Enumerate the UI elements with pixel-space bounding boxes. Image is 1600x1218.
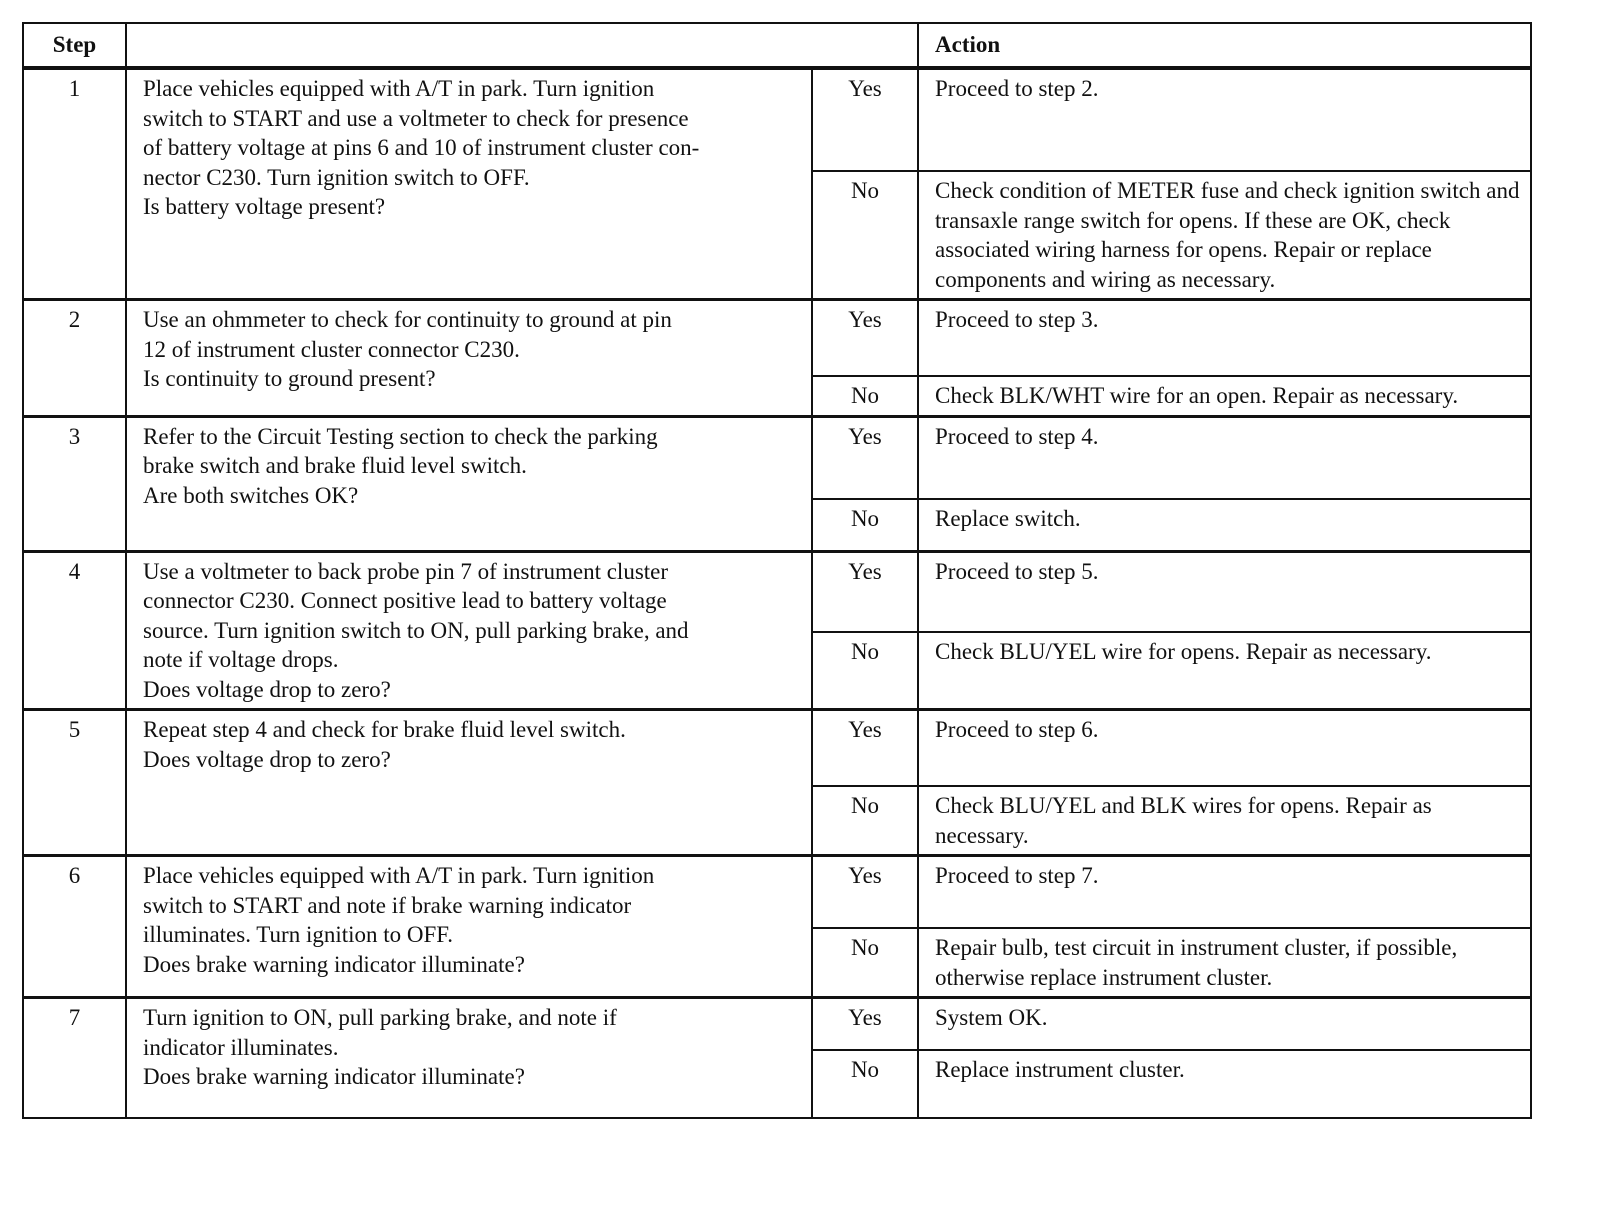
no-label: No: [812, 171, 918, 300]
step-description: [126, 998, 812, 1119]
no-label: No: [812, 376, 918, 416]
step-5-yes-row: [23, 710, 1531, 787]
description-line: note if voltage drops.: [143, 647, 339, 672]
yes-action: Proceed to step 3.: [918, 300, 1531, 377]
description-line: Place vehicles equipped with A/T in park. Turn ignition: [143, 863, 655, 888]
yes-label: Yes: [812, 856, 918, 929]
description-line: Does brake warning indicator illuminate?: [143, 951, 525, 977]
no-action: Replace switch.: [918, 499, 1531, 552]
no-label: No: [812, 786, 918, 856]
description-line: Use a voltmeter to back probe pin 7 of instrument cluster: [143, 558, 669, 584]
no-action: Check BLK/WHT wire for an open. Repair as necessary.: [918, 376, 1531, 416]
description-line: Turn ignition to ON, pull parking brake, and note if: [143, 1005, 617, 1030]
step-description: [126, 856, 812, 998]
description-line: Are both switches OK?: [143, 482, 359, 508]
description-line: Is continuity to ground present?: [143, 366, 436, 391]
yes-action: Proceed to step 7.: [918, 856, 1531, 929]
step-description: [126, 710, 812, 856]
step-number: 1: [23, 68, 126, 300]
no-label: No: [812, 632, 918, 710]
step-column-header: Step: [23, 23, 126, 68]
diagnostic-table: [22, 22, 1532, 1119]
step-2-yes-row: [23, 300, 1531, 377]
step-7-yes-row: [23, 998, 1531, 1051]
description-line: nector C230. Turn ignition switch to OFF.: [143, 164, 530, 190]
step-4-yes-row: [23, 551, 1531, 632]
description-line: source. Turn ignition switch to ON, pull parking brake, and: [143, 617, 689, 643]
yes-label: Yes: [812, 416, 918, 499]
step-6-yes-row: [23, 856, 1531, 929]
step-description: [126, 416, 812, 551]
step-number: 2: [23, 300, 126, 417]
yes-label: Yes: [812, 68, 918, 171]
description-line: switch to START and note if brake warning indicator: [143, 892, 632, 918]
step-description: [126, 300, 812, 417]
yes-label: Yes: [812, 710, 918, 787]
action-column-header: Action: [918, 23, 1531, 68]
step-1-yes-row: [23, 68, 1531, 171]
description-line: indicator illuminates.: [143, 1034, 339, 1060]
description-line: of battery voltage at pins 6 and 10 of instrument cluster con-: [143, 135, 700, 160]
description-line: Refer to the Circuit Testing section to check the parking: [143, 423, 658, 449]
description-line: brake switch and brake fluid level switch.: [143, 453, 527, 478]
yes-action: Proceed to step 2.: [918, 68, 1531, 171]
no-label: No: [812, 499, 918, 552]
header-row: [23, 23, 1531, 68]
yes-label: Yes: [812, 300, 918, 377]
description-line: Repeat step 4 and check for brake fluid level switch.: [143, 717, 626, 742]
no-action: Replace instrument cluster.: [918, 1050, 1531, 1118]
step-3-yes-row: [23, 416, 1531, 499]
yes-action: Proceed to step 4.: [918, 416, 1531, 499]
description-line: Does voltage drop to zero?: [143, 746, 391, 772]
yes-action: Proceed to step 5.: [918, 551, 1531, 632]
yes-label: Yes: [812, 551, 918, 632]
description-line: switch to START and use a voltmeter to check for presence: [143, 105, 689, 131]
no-action: Check BLU/YEL and BLK wires for opens. Repair as necessary.: [918, 786, 1531, 856]
description-line: Use an ohmmeter to check for continuity to ground at pin: [143, 307, 672, 332]
step-description: [126, 551, 812, 710]
step-number: 7: [23, 998, 126, 1119]
no-label: No: [812, 928, 918, 998]
no-action: Check condition of METER fuse and check ignition switch and transaxle range switch for opens. If these are OK, check associated wiring harness for opens. Repair or replace components and wiring as necessary.: [918, 171, 1531, 300]
step-number: 5: [23, 710, 126, 856]
description-line: connector C230. Connect positive lead to battery voltage: [143, 588, 667, 613]
yes-action: System OK.: [918, 998, 1531, 1051]
description-line: Is battery voltage present?: [143, 194, 386, 219]
step-description: [126, 68, 812, 300]
description-line: illuminates. Turn ignition to OFF.: [143, 922, 453, 947]
step-number: 3: [23, 416, 126, 551]
description-line: Does voltage drop to zero?: [143, 676, 391, 702]
yes-label: Yes: [812, 998, 918, 1051]
step-number: 4: [23, 551, 126, 710]
description-line: Place vehicles equipped with A/T in park. Turn ignition: [143, 76, 655, 101]
no-label: No: [812, 1050, 918, 1118]
no-action: Repair bulb, test circuit in instrument cluster, if possible, otherwise replace instrument cluster.: [918, 928, 1531, 998]
no-action: Check BLU/YEL wire for opens. Repair as necessary.: [918, 632, 1531, 710]
description-column-header: [126, 23, 918, 68]
description-line: 12 of instrument cluster connector C230.: [143, 336, 520, 362]
step-number: 6: [23, 856, 126, 998]
description-line: Does brake warning indicator illuminate?: [143, 1064, 525, 1089]
yes-action: Proceed to step 6.: [918, 710, 1531, 787]
